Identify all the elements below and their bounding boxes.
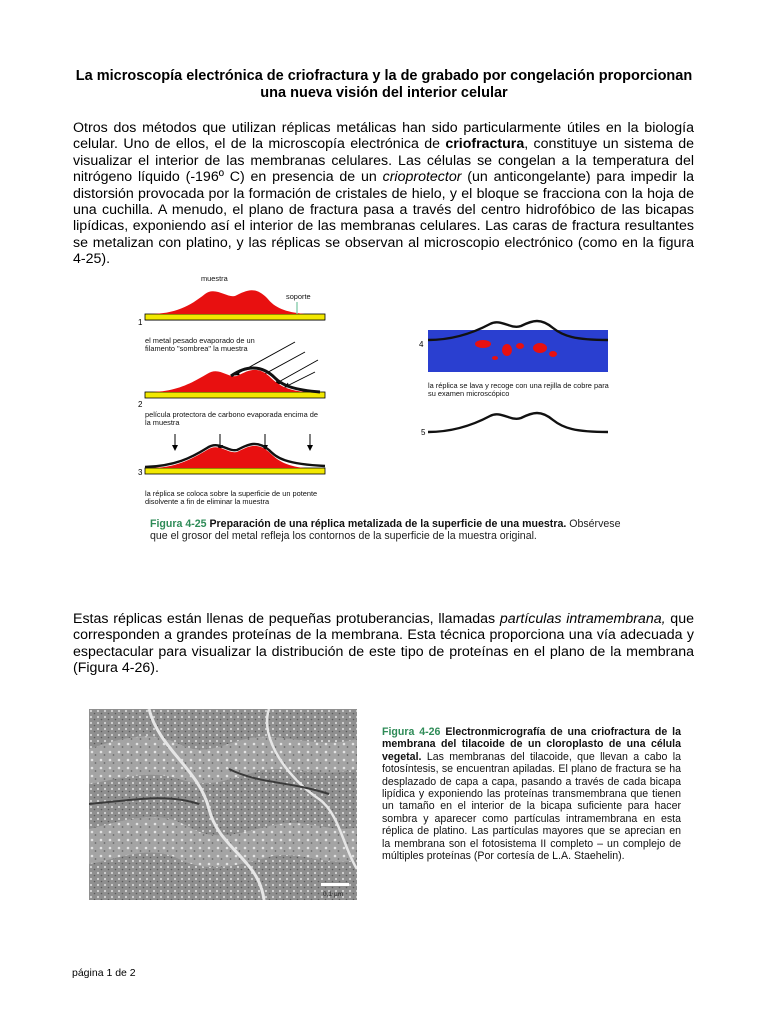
para1-text-e: (un anticongelante) para impedir la distorsión provocada por la formación de cristales de hielo, y el bloque se fracciona con la hoja de una cuchilla. A menudo, el plano de fractura pasa a través del centro hidrofóbico de las bicapas lipídicas, exponiendo así el interior de las membranas celulares. Las caras de fractura resultantes se metalizan con platino, y las réplicas se observan al microscopio electrónico (como en la figura 4-25). <box>73 169 694 268</box>
caption-body-426: Las membranas del tilacoide, que llevan a cabo la fotosíntesis, se encuentran apiladas. El plano de fractura se ha desplazado de capa a capa, pasando a través de cada bicapa lipídica y exponiendo las proteínas transmembrana que tienen un tamaño en el interior de la bicapa suficiente para hacer sombra y aparecer como partículas intramembrana en esta réplica de platino. Las partículas mayores que se aprecian en la membrana son el fotosistema II completo – un complejo de múltiples proteínas (Por cortesía de L.A. Staehelin). <box>382 750 681 863</box>
step-2-diagram <box>138 368 325 409</box>
label-soporte: soporte <box>286 292 311 301</box>
para2-text-a: Estas réplicas están llenas de pequeñas protuberancias, llamadas <box>73 611 500 627</box>
replica-5 <box>428 413 608 432</box>
paragraph-intro <box>73 120 694 268</box>
caption-lead-425: Figura 4-25 <box>150 518 207 530</box>
figure-4-26-caption <box>382 726 681 862</box>
figure-4-25-caption <box>150 518 626 543</box>
caption-lead-426: Figura 4-26 <box>382 726 441 738</box>
label-pelicula: película protectora de carbono evaporada encima de la muestra <box>145 410 318 427</box>
page-footer: página 1 de 2 <box>72 967 136 979</box>
step-5-diagram <box>421 413 608 437</box>
scale-bar <box>321 883 349 886</box>
step-number-1: 1 <box>138 318 143 327</box>
caption-title-425: Preparación de una réplica metalizada de la superficie de una muestra. <box>209 518 567 530</box>
page-title: La microscopía electrónica de criofractura y la de grabado por congelación proporcionan una nueva visión del interior celular <box>75 68 693 101</box>
step-4-diagram <box>419 321 608 372</box>
support-layer-3 <box>145 468 325 474</box>
label-replica-lava: la réplica se lava y recoge con una rejilla de cobre para su examen microscópico <box>428 381 609 398</box>
sample-1 <box>149 290 305 314</box>
label-muestra: muestra <box>201 274 228 283</box>
para1-text-c: , constituye un sistema de visualizar el interior de las membranas celulares. Las células se congelan a la temperatura del nitrógeno líquido (-196º C) en presencia de un <box>73 136 694 186</box>
step-number-3: 3 <box>138 468 143 477</box>
step-3-diagram <box>138 444 325 477</box>
support-layer-2 <box>145 392 325 398</box>
caption-body-425: Obsérvese que el grosor del metal refleja los contornos de la superficie de la muestra original. <box>150 518 621 543</box>
support-layer-1 <box>145 314 325 320</box>
para1-text-a: Otros dos métodos que utilizan réplicas metálicas han sido particularmente útiles en la biología celular. Uno de ellos, el de la microscopía electrónica de <box>73 120 694 153</box>
step-number-4: 4 <box>419 340 424 349</box>
step-number-5: 5 <box>421 428 426 437</box>
electron-micrograph <box>89 709 357 900</box>
term-crioprotector: crioprotector <box>382 169 462 186</box>
step-number-2: 2 <box>138 400 143 409</box>
label-replica-coloca: la réplica se coloca sobre la superficie de un potente disolvente a fin de eliminar la muestra <box>145 489 318 506</box>
caption-title-426: Electronmicrografía de una criofractura de la membrana del tilacoide de un cloroplasto de una célula vegetal. <box>382 726 681 763</box>
term-particulas: partículas intramembrana, <box>499 611 666 627</box>
para2-text-c: que corresponden a grandes proteínas de la membrana. Esta técnica proporciona una vía adecuada y espectacular para visualizar la distribución de este tipo de proteínas en el plano de la membrana (Figura 4-26). <box>73 611 694 677</box>
scale-bar-label: 0,1 µm <box>323 891 344 898</box>
label-metal: el metal pesado evaporado de un filamento "sombrea" la muestra <box>145 336 255 353</box>
sample-2 <box>149 370 305 392</box>
paragraph-particles <box>73 611 694 677</box>
term-criofractura: criofractura <box>445 136 525 153</box>
